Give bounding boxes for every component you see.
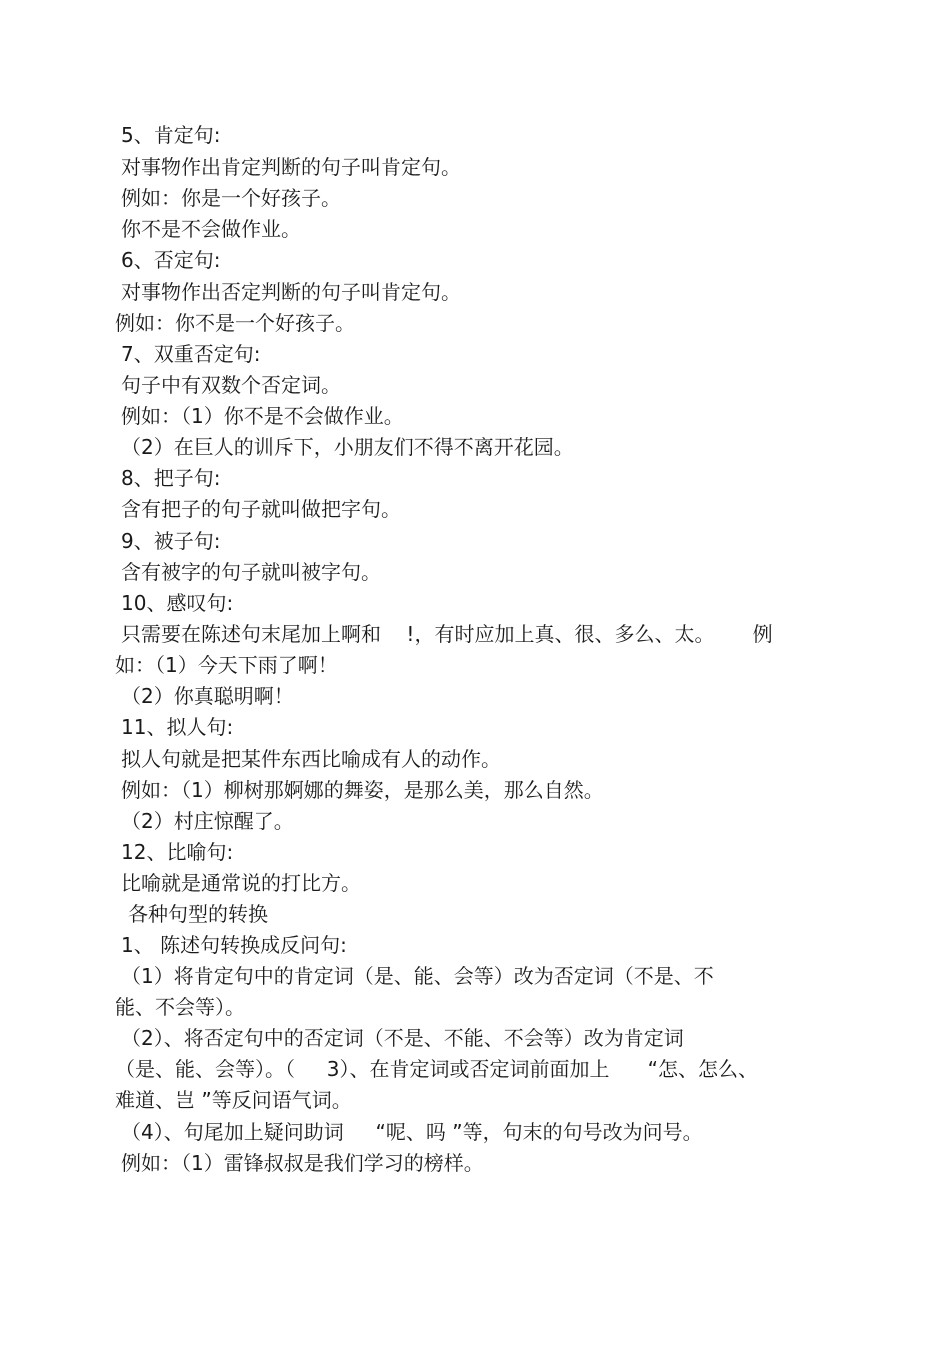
text-line: 对事物作出否定判断的句子叫肯定句。 — [121, 280, 461, 304]
heading-rhetorical: 1、 陈述句转换成反问句: — [121, 933, 347, 957]
example-line: 例如：（1）你不是不会做作业。 — [121, 404, 404, 428]
text-line: 含有把子的句子就叫做把字句。 — [121, 497, 401, 521]
text-line: 难道、岂 ”等反问语气词。 — [115, 1088, 352, 1112]
heading-negative: 6、否定句: — [121, 248, 221, 272]
heading-bei-sentence: 9、被子句: — [121, 529, 221, 553]
text-line: 对事物作出肯定判断的句子叫肯定句。 — [121, 155, 461, 179]
heading-ba-sentence: 8、把子句: — [121, 466, 221, 490]
heading-double-negative: 7、双重否定句: — [121, 342, 261, 366]
example-line: 如：（1）今天下雨了啊！ — [115, 653, 338, 677]
example-line: （2）你真聪明啊！ — [121, 684, 294, 708]
heading-metaphor: 12、比喻句: — [121, 840, 234, 864]
text-line: （1）将肯定句中的肯定词（是、能、会等）改为否定词（不是、不 — [121, 964, 714, 988]
heading-personification: 11、拟人句: — [121, 715, 234, 739]
example-line: （2）村庄惊醒了。 — [121, 809, 294, 833]
section-title: 各种句型的转换 — [128, 902, 268, 926]
example-line: 例如：（1）雷锋叔叔是我们学习的榜样。 — [121, 1151, 484, 1175]
text-line: 拟人句就是把某件东西比喻成有人的动作。 — [121, 747, 501, 771]
example-line: 例如：你不是一个好孩子。 — [115, 311, 355, 335]
text-line: 比喻就是通常说的打比方。 — [121, 871, 361, 895]
text-line: （是、能、会等）。（ 3）、在肯定词或否定词前面加上 “怎、怎么、 — [115, 1057, 759, 1081]
text-line: 含有被字的句子就叫被字句。 — [121, 560, 381, 584]
example-line: 例如：（1）柳树那婀娜的舞姿，是那么美，那么自然。 — [121, 778, 604, 802]
text-line: （2）、将否定句中的否定词（不是、不能、不会等）改为肯定词 — [121, 1026, 684, 1050]
text-line: 能、不会等）。 — [115, 995, 245, 1019]
heading-exclamatory: 10、感叹句: — [121, 591, 234, 615]
example-line: （2）在巨人的训斥下，小朋友们不得不离开花园。 — [121, 435, 574, 459]
text-line: 只需要在陈述句末尾加上啊和 !，有时应加上真、很、多么、太。 例 — [121, 622, 773, 646]
example-line: 例如：你是一个好孩子。 — [121, 186, 341, 210]
text-line: 你不是不会做作业。 — [121, 217, 301, 241]
heading-affirmative: 5、肯定句: — [121, 123, 221, 147]
text-line: （4）、句尾加上疑问助词 “呢、吗 ”等，句末的句号改为问号。 — [121, 1120, 703, 1144]
text-line: 句子中有双数个否定词。 — [121, 373, 341, 397]
